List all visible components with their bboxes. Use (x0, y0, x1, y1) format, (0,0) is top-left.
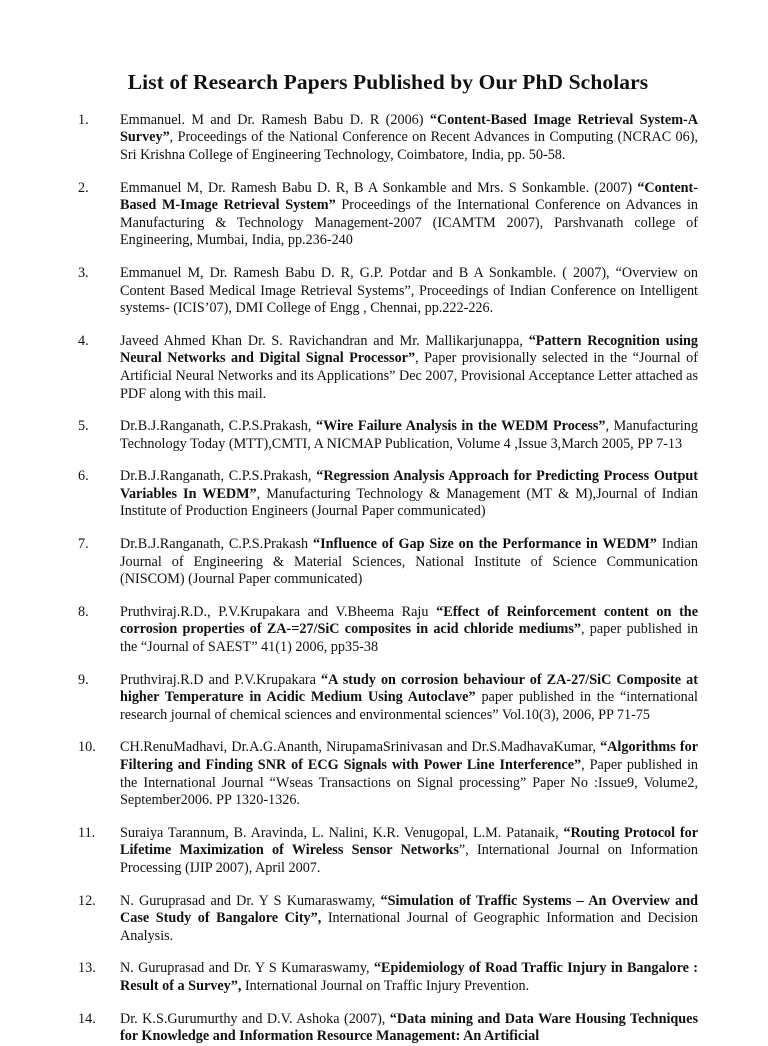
citation-text: , Manufacturing Technology & Management (MT & M),Journal of Indian Institute of Production Engineers (Journal Paper communicated) (120, 485, 698, 520)
paper-number: 7. (78, 536, 89, 553)
paper-title-bold: “Influence of Gap Size on the Performance in WEDM” (313, 536, 657, 553)
paper-number: 12. (78, 892, 96, 909)
paper-number: 14. (78, 1010, 96, 1027)
citation-text: Emmanuel. M and Dr. Ramesh Babu D. R (2006) (120, 111, 430, 128)
paper-title-bold: “Content-Based Image Retrieval System-A Survey” (120, 111, 698, 146)
paper-number: 1. (78, 111, 89, 128)
paper-item (78, 739, 698, 809)
paper-title-bold: “Routing Protocol for Lifetime Maximization of Wireless Sensor Networks (120, 824, 698, 859)
citation-text: Indian Journal of Engineering & Material Sciences, National Institute of Science Communication (NISCOM) (Journal Paper communicated) (120, 536, 698, 588)
citation-text: , Paper published in the International Journal “Wseas Transactions on Signal processing” Paper No :Issue9, Volume2, September2006. PP 1320-1326. (120, 757, 698, 809)
paper-citation (120, 825, 698, 878)
paper-title-bold: “Regression Analysis Approach for Predicting Process Output Variables In WEDM” (120, 468, 698, 502)
paper-number: 13. (78, 960, 96, 977)
paper-number: 2. (78, 179, 89, 196)
paper-number: 6. (78, 468, 89, 485)
paper-citation (120, 468, 698, 521)
paper-number: 11. (78, 824, 96, 841)
citation-text: N. Guruprasad and Dr. Y S Kumaraswamy, (120, 960, 374, 977)
paper-citation (120, 672, 698, 725)
paper-number: 10. (78, 739, 96, 756)
paper-item (78, 418, 698, 453)
paper-citation (120, 418, 698, 453)
paper-item (78, 604, 698, 657)
paper-title-bold: “Wire Failure Analysis in the WEDM Process” (316, 418, 606, 435)
citation-text: N. Guruprasad and Dr. Y S Kumaraswamy, (120, 892, 381, 909)
paper-citation (120, 536, 698, 589)
paper-number: 5. (78, 418, 89, 435)
paper-item (78, 825, 698, 878)
paper-number: 4. (78, 332, 89, 349)
paper-citation (120, 604, 698, 657)
paper-item (78, 333, 698, 403)
paper-citation (120, 739, 698, 809)
citation-text: , Manufacturing Technology Today (MTT),CMTI, A NICMAP Publication, Volume 4 ,Issue 3,March 2005, PP 7-13 (120, 418, 698, 452)
paper-item (78, 672, 698, 725)
citation-text: ”, International Journal on Information Processing (IJIP 2007), April 2007. (120, 842, 698, 876)
paper-item (78, 265, 698, 318)
paper-citation (120, 1011, 698, 1046)
paper-title-bold: “Epidemiology of Road Traffic Injury in Bangalore : Result of a Survey”, (120, 960, 698, 994)
paper-title-bold: “Effect of Reinforcement content on the corrosion properties of ZA-=27/SiC composites in acid chloride mediums” (120, 603, 698, 638)
citation-text: Emmanuel M, Dr. Ramesh Babu D. R, G.P. Potdar and B A Sonkamble. ( 2007), “Overview on Content Based Medical Image Retrieval Systems”, Proceedings of Indian Conference on Intelligent systems- (ICIS’07), DMI College of Engg , Chennai, pp.222-226. (120, 264, 698, 317)
paper-citation (120, 180, 698, 250)
paper-citation (120, 333, 698, 403)
paper-title-bold: “A study on corrosion behaviour of ZA-27/SiC Composite at higher Temperature in Acidic Medium Using Autoclave” (120, 671, 698, 706)
paper-number: 3. (78, 264, 89, 281)
citation-text: CH.RenuMadhavi, Dr.A.G.Ananth, NirupamaSrinivasan and Dr.S.MadhavaKumar, (120, 739, 601, 756)
paper-item (78, 960, 698, 995)
paper-number: 8. (78, 603, 89, 620)
citation-text: International Journal on Traffic Injury Prevention. (241, 977, 530, 994)
paper-title-bold: “Algorithms for Filtering and Finding SNR of ECG Signals with Power Line Interference” (120, 739, 698, 774)
paper-title-bold: “Simulation of Traffic Systems – An Overview and Case Study of Bangalore City”, (120, 892, 699, 927)
citation-text: , Proceedings of the National Conference on Recent Advances in Computing (NCRAC 06), Sri Krishna College of Engineering Technology, Coimbatore, India, pp. 50-58. (120, 129, 698, 163)
citation-text: Suraiya Tarannum, B. Aravinda, L. Nalini, K.R. Venugopal, L.M. Patanaik, (120, 824, 564, 841)
citation-text: Dr.B.J.Ranganath, C.P.S.Prakash, (120, 468, 317, 485)
citation-text: , paper published in the “Journal of SAEST” 41(1) 2006, pp35-38 (120, 621, 698, 656)
citation-text: Dr.B.J.Ranganath, C.P.S.Prakash, (120, 418, 316, 435)
paper-title-bold: “Content- Based M-Image Retrieval System” (120, 179, 698, 214)
paper-citation (120, 112, 698, 165)
paper-item (78, 112, 698, 165)
paper-title-bold: “Data mining and Data Ware Housing Techniques for Knowledge and Information Resource Management: An Artificial (120, 1010, 698, 1045)
paper-item (78, 180, 698, 250)
citation-text: Emmanuel M, Dr. Ramesh Babu D. R, B A Sonkamble and Mrs. S Sonkamble. (2007) (120, 179, 638, 196)
paper-list (78, 112, 698, 1046)
paper-item (78, 1011, 698, 1046)
citation-text: Proceedings of the International Conference on Advances in Manufacturing & Technology Management-2007 (ICAMTM 2007), Parshvanath college of Engineering, Mumbai, India, pp.236-240 (120, 197, 698, 249)
page-title: List of Research Papers Published by Our PhD Scholars (127, 70, 649, 94)
citation-text: Pruthviraj.R.D., P.V.Krupakara and V.Bheema Raju (120, 603, 437, 620)
paper-item (78, 893, 698, 946)
paper-citation (120, 960, 698, 995)
citation-text: Dr.B.J.Ranganath, C.P.S.Prakash (120, 536, 314, 553)
citation-text: , Paper provisionally selected in the “Journal of Artificial Neural Networks and its Applications” Dec 2007, Provisional Acceptance Letter attached as PDF along with this mail. (120, 350, 698, 402)
citation-text: Dr. K.S.Gurumurthy and D.V. Ashoka (2007), (120, 1010, 390, 1027)
paper-citation (120, 265, 698, 318)
citation-text: Javeed Ahmed Khan Dr. S. Ravichandran and Mr. Mallikarjunappa, (120, 332, 529, 349)
paper-item (78, 468, 698, 521)
paper-citation (120, 893, 698, 946)
paper-number: 9. (78, 671, 89, 688)
citation-text: International Journal of Geographic Information and Decision Analysis. (120, 910, 698, 944)
paper-title-bold: “Pattern Recognition using Neural Networks and Digital Signal Processor” (120, 332, 698, 367)
citation-text: paper published in the “international research journal of chemical sciences and environmental sciences” Vol.10(3), 2006, PP 71-75 (120, 689, 699, 723)
paper-item (78, 536, 698, 589)
citation-text: Pruthviraj.R.D and P.V.Krupakara (120, 671, 322, 688)
